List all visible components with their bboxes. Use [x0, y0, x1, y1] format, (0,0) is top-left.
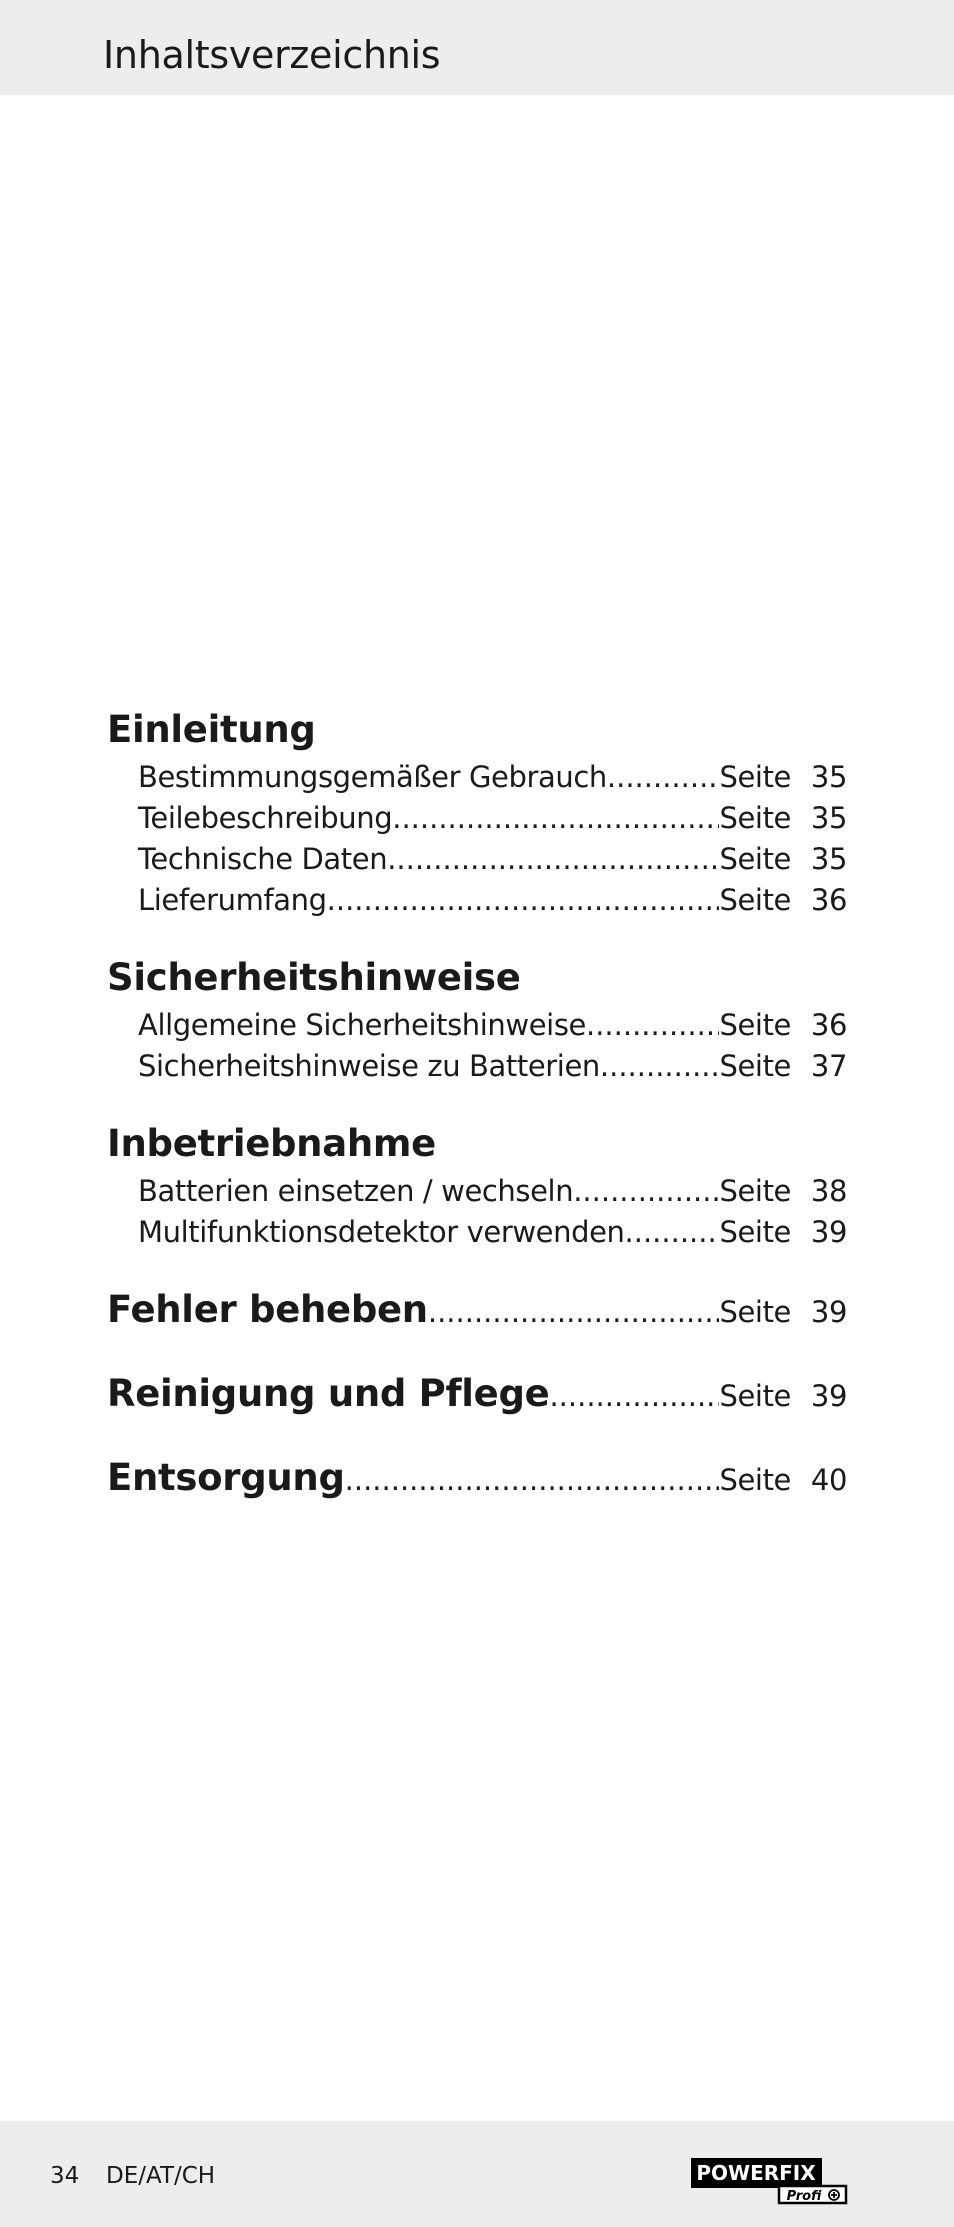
table-of-contents	[107, 703, 847, 1505]
seite-label: Seite	[719, 1379, 791, 1413]
seite-label: Seite	[719, 842, 791, 876]
page-number: 35	[810, 801, 847, 835]
seite-label: Seite	[719, 1463, 791, 1497]
entry-title: Teilebeschreibung	[138, 801, 393, 835]
seite-label: Seite	[719, 883, 791, 917]
toc-entry[interactable]	[107, 1046, 847, 1087]
toc-section-einleitung	[107, 703, 847, 921]
page-number: 38	[810, 1174, 847, 1208]
page-number: 40	[810, 1463, 847, 1497]
toc-entry[interactable]	[107, 880, 847, 921]
entry-title: Fehler beheben	[107, 1288, 428, 1331]
toc-section-fehler-beheben	[107, 1283, 847, 1337]
seite-label: Seite	[719, 1174, 791, 1208]
entry-title: Sicherheitshinweise zu Batterien	[138, 1049, 600, 1083]
logo-sub-text: Profi	[786, 2189, 822, 2204]
entry-title: Technische Daten	[138, 842, 388, 876]
dot-leader	[586, 1005, 719, 1046]
page-footer	[0, 2121, 954, 2227]
toc-entry[interactable]	[107, 798, 847, 839]
footer-page-number: 34	[50, 2163, 80, 2189]
seite-label: Seite	[719, 1215, 791, 1249]
dot-leader	[387, 839, 719, 880]
toc-entry-major[interactable]	[107, 1451, 847, 1505]
entry-title: Lieferumfang	[138, 883, 327, 917]
toc-section-reinigung	[107, 1367, 847, 1421]
seite-label: Seite	[719, 1049, 791, 1083]
logo-main-text: POWERFIX	[696, 2161, 816, 2185]
dot-leader	[607, 757, 720, 798]
toc-section-sicherheitshinweise	[107, 951, 847, 1087]
toc-section-inbetriebnahme	[107, 1117, 847, 1253]
toc-entry[interactable]	[107, 1005, 847, 1046]
dot-leader	[345, 1453, 720, 1507]
dot-leader	[600, 1046, 720, 1087]
dot-leader	[428, 1285, 720, 1339]
section-heading: Einleitung	[107, 708, 316, 751]
entry-title: Allgemeine Sicherheitshinweise	[138, 1008, 586, 1042]
page-number: 36	[810, 1008, 847, 1042]
page-number: 39	[810, 1215, 847, 1249]
entry-title: Multifunktionsdetektor verwenden	[138, 1215, 625, 1249]
toc-entry[interactable]	[107, 757, 847, 798]
page-number: 37	[810, 1049, 847, 1083]
page-title: Inhaltsverzeichnis	[103, 33, 441, 77]
section-heading: Inbetriebnahme	[107, 1122, 436, 1165]
toc-section-entsorgung	[107, 1451, 847, 1505]
toc-entry[interactable]	[107, 1171, 847, 1212]
dot-leader	[327, 880, 720, 921]
page-number: 36	[810, 883, 847, 917]
toc-entry-major[interactable]	[107, 1367, 847, 1421]
page-number: 35	[810, 842, 847, 876]
seite-label: Seite	[719, 760, 791, 794]
entry-title: Bestimmungsgemäßer Gebrauch	[138, 760, 607, 794]
toc-entry[interactable]	[107, 839, 847, 880]
dot-leader	[392, 798, 719, 839]
page-number: 39	[810, 1379, 847, 1413]
page-header	[0, 0, 954, 95]
section-heading: Sicherheitshinweise	[107, 956, 521, 999]
page-number: 39	[810, 1295, 847, 1329]
seite-label: Seite	[719, 1008, 791, 1042]
dot-leader	[549, 1369, 719, 1423]
powerfix-logo	[690, 2155, 850, 2205]
page-number: 35	[810, 760, 847, 794]
dot-leader	[573, 1171, 719, 1212]
toc-entry[interactable]	[107, 1212, 847, 1253]
toc-entry-major[interactable]	[107, 1283, 847, 1337]
entry-title: Reinigung und Pflege	[107, 1372, 550, 1415]
seite-label: Seite	[719, 801, 791, 835]
dot-leader	[625, 1212, 720, 1253]
footer-country-codes: DE/AT/CH	[106, 2163, 216, 2189]
entry-title: Batterien einsetzen / wechseln	[138, 1174, 574, 1208]
seite-label: Seite	[719, 1295, 791, 1329]
entry-title: Entsorgung	[107, 1456, 345, 1499]
